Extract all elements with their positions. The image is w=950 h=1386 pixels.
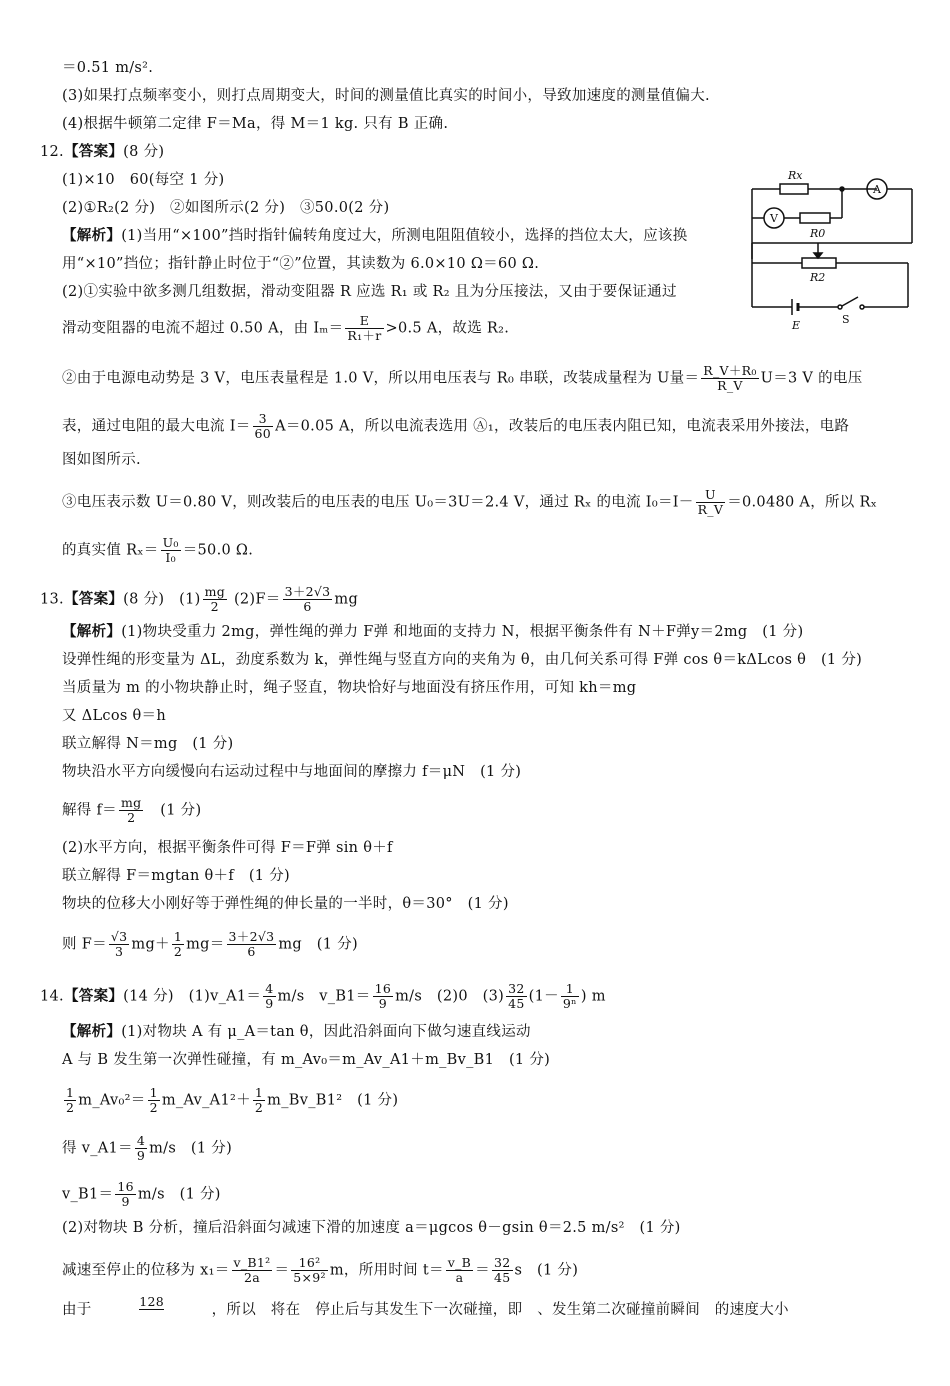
text: (1－ (528, 988, 559, 1005)
text: m/s (1 分) (149, 1140, 233, 1157)
label-r2: R2 (810, 271, 826, 284)
text-line (62, 1134, 232, 1163)
denominator: 9 (378, 996, 387, 1011)
text-line: 物块沿水平方向缓慢向右运动过程中与地面间的摩擦力 f＝μN (1 分) (62, 764, 522, 780)
text-line (62, 930, 358, 959)
fraction (227, 930, 277, 959)
score: (8 分) (123, 144, 165, 160)
fraction (232, 1256, 273, 1285)
denominator: 2 (127, 810, 136, 825)
numerator: 16² (291, 1256, 328, 1271)
text-line (62, 1022, 531, 1042)
fraction (148, 1086, 160, 1115)
fraction (492, 1256, 513, 1285)
fraction (64, 1086, 76, 1115)
label-a: A (873, 183, 881, 196)
numerator: mg (204, 584, 226, 599)
denominator: 60 (254, 426, 272, 441)
denominator: 3 (115, 944, 124, 959)
text-line: 图如图所示. (62, 452, 141, 468)
text: U＝3 V 的电压 (760, 370, 863, 387)
rheostat-r2 (802, 258, 836, 268)
denominator: 9ⁿ (562, 996, 577, 1011)
text: s (1 分) (514, 1262, 579, 1279)
denominator: 9 (265, 996, 274, 1011)
text-line: (2)水平方向，根据平衡条件可得 F＝F弹 sin θ＋f (62, 840, 393, 856)
text-line: 又 ΔLcos θ＝h (62, 708, 166, 724)
text-line: (2)对物块 B 分析，撞后沿斜面匀减速下滑的加速度 a＝μgcos θ－gsin θ＝2.5 m/s² (1 分) (62, 1220, 681, 1236)
text: 滑动变阻器的电流不超过 0.50 A，由 Iₘ＝ (62, 320, 344, 337)
text-line: 当质量为 m 的小物块静止时，绳子竖直，物块恰好与地面没有挤压作用，可知 kh＝mg (62, 680, 637, 696)
numerator: v_B1² (233, 1255, 271, 1270)
denominator: 6 (247, 944, 256, 959)
analysis-text: (1)物块受重力 2mg，弹性绳的弹力 F弹 和地面的支持力 N，根据平衡条件有 N＋F弹y＝2mg (1 分) (121, 624, 804, 640)
answer-label: 【答案】 (63, 590, 124, 608)
text: A＝0.05 A，所以电流表选用 Ⓐ₁，改装后的电压表内阻已知，电流表采用外接法，电路 (275, 418, 850, 435)
fraction (345, 314, 383, 343)
fraction (161, 536, 181, 565)
analysis-text: (1)对物块 A 有 μ_A＝tan θ，因此沿斜面向下做匀速直线运动 (121, 1024, 531, 1040)
denominator: R_V (697, 502, 724, 517)
score: (8 分) (1) (123, 591, 201, 608)
text-line (62, 412, 849, 441)
denominator: a (455, 1270, 464, 1285)
numerator: 16 (374, 981, 392, 996)
question-13-header (40, 585, 358, 614)
denominator: I₀ (165, 550, 176, 565)
text-line: (1)×10 60(每空 1 分) (62, 172, 225, 188)
circuit-diagram (742, 165, 922, 335)
text: 则 F＝ (62, 936, 107, 953)
text: (2)F＝ (233, 591, 281, 608)
numerator: 1 (66, 1085, 75, 1100)
text: ＝50.0 Ω. (182, 542, 254, 559)
numerator: U (696, 488, 726, 503)
text-line (62, 488, 877, 517)
text: m/s v_B1＝ (277, 988, 371, 1005)
text: m/s (1 分) (137, 1186, 221, 1203)
text-line (62, 1180, 221, 1209)
numerator: E (345, 314, 383, 329)
text-line (62, 622, 803, 642)
text-line: 设弹性绳的形变量为 ΔL，劲度系数为 k，弹性绳与竖直方向的夹角为 θ，由几何关系可得 F弹 cos θ＝kΔLcos θ (1 分) (62, 652, 863, 668)
numerator: v_B (447, 1255, 472, 1270)
fraction (119, 796, 143, 825)
switch-contact (860, 305, 864, 309)
answer-label: 【答案】 (63, 987, 124, 1005)
denominator: 9 (136, 1148, 146, 1163)
text: mg＝ (186, 936, 225, 953)
fraction (701, 364, 758, 393)
text: 得 v_A1＝ (62, 1140, 133, 1157)
text-line (62, 796, 201, 825)
fraction (203, 585, 227, 614)
text: >0.5 A，故选 R₂. (385, 320, 510, 337)
text-line: 联立解得 N＝mg (1 分) (62, 736, 234, 752)
text-line: 用“×10”挡位；指针静止时位于“②”位置，其读数为 6.0×10 Ω＝60 Ω. (62, 256, 540, 272)
fraction (561, 982, 579, 1011)
denominator: R_V (717, 378, 743, 393)
resistor-r0 (800, 213, 830, 223)
numerator: 1 (173, 929, 183, 944)
text-line: (2)①实验中欲多测几组数据，滑动变阻器 R 应选 R₁ 或 R₂ 且为分压接法，又由于要保证通过 (62, 284, 677, 300)
text-line (62, 364, 863, 393)
text-line: (4)根据牛顿第二定律 F＝Ma，得 M＝1 kg. 只有 B 正确. (62, 116, 449, 132)
analysis-label: 【解析】 (62, 227, 122, 244)
text: m_Av_A1²＋ (161, 1092, 251, 1109)
text-line (62, 1086, 398, 1115)
analysis-label: 【解析】 (62, 1023, 122, 1040)
text: mg＋ (131, 936, 170, 953)
numerator: mg (120, 795, 142, 810)
text-line (62, 226, 688, 246)
numerator: 1 (254, 1085, 264, 1100)
analysis-text: (1)当用“×100”挡时指针偏转角度过大，所测电阻阻值较小，选择的挡位太大，应该换 (121, 228, 688, 244)
question-number: 13. (40, 591, 64, 608)
text: ③电压表示数 U＝0.80 V，则改装后的电压表的电压 U₀＝3U＝2.4 V，通过 Rₓ 的电流 I₀＝I－ (62, 494, 694, 511)
text: mg (1 分) (278, 936, 358, 953)
fraction (253, 1086, 265, 1115)
text: ) m (580, 988, 606, 1005)
denominator: R₁＋r (347, 328, 382, 343)
text: ＝ (274, 1262, 290, 1279)
numerator: 1 (149, 1085, 158, 1100)
text: ＝ (475, 1262, 490, 1279)
numerator: 4 (265, 981, 274, 996)
analysis-label: 【解析】 (62, 623, 122, 640)
numerator: 3＋2√3 (228, 929, 275, 944)
fraction (109, 930, 130, 959)
text: 解得 f＝ (62, 802, 117, 819)
switch-blade (842, 297, 858, 306)
numerator: 3＋2√3 (284, 584, 331, 599)
denominator: 2 (173, 944, 183, 959)
text-line: (3)如果打点频率变小，则打点周期变大，时间的测量值比真实的时间小，导致加速度的测量值偏大. (62, 88, 710, 104)
label-v: V (770, 212, 778, 225)
numerator: √3 (110, 929, 128, 944)
denominator: 2 (149, 1100, 158, 1115)
numerator: 1 (561, 982, 579, 997)
fraction (291, 1256, 328, 1285)
numerator: 4 (136, 1133, 146, 1148)
text: v_B1＝ (62, 1186, 114, 1203)
fraction (253, 412, 274, 441)
score: (14 分) (1)v_A1＝ (123, 988, 262, 1005)
fraction (115, 1180, 136, 1209)
text: m，所用时间 t＝ (329, 1262, 444, 1279)
denominator: 2 (66, 1100, 75, 1115)
fraction (283, 585, 333, 614)
denominator: 45 (493, 1270, 511, 1285)
denominator: 6 (303, 599, 312, 614)
resistor-rx (780, 184, 808, 194)
fraction (506, 982, 527, 1011)
answer-label: 【答案】 (63, 143, 124, 160)
numerator: 32 (493, 1255, 511, 1270)
text: mg (334, 591, 359, 608)
text: ②由于电源电动势是 3 V，电压表量程是 1.0 V，所以用电压表与 R₀ 串联，改装成量程为 U量＝ (62, 370, 700, 387)
text: ＝0.0480 A，所以 Rₓ (727, 494, 878, 511)
denominator: 5×9² (293, 1270, 326, 1285)
fraction (373, 982, 394, 1011)
partial-fraction (92, 1294, 212, 1320)
numerator: R_V＋R₀ (703, 363, 757, 378)
question-number: 12. (40, 144, 64, 160)
label-s: S (842, 313, 850, 326)
numerator: 16 (117, 1179, 134, 1194)
question-number: 14. (40, 988, 64, 1005)
label-rx: Rx (788, 169, 803, 182)
text-line: (2)①R₂(2 分) ②如图所示(2 分) ③50.0(2 分) (62, 200, 390, 216)
denominator: 2 (254, 1100, 264, 1115)
question-12-header (40, 142, 164, 162)
text: 由于 (62, 1302, 92, 1318)
numerator: 128 (139, 1294, 164, 1309)
text-line: 物块的位移大小刚好等于弹性绳的伸长量的一半时，θ＝30° (1 分) (62, 896, 509, 912)
numerator: U₀ (162, 535, 179, 550)
fraction (135, 1134, 147, 1163)
text-line (62, 1256, 578, 1285)
text-line: A 与 B 发生第一次弹性碰撞，有 m_Av₀＝m_Av_A1＋m_Bv_B1 (1 分) (62, 1052, 551, 1068)
fraction (172, 930, 184, 959)
text: 减速至停止的位移为 x₁＝ (62, 1262, 230, 1279)
text-line: ＝0.51 m/s². (62, 60, 154, 76)
text: 表，通过电阻的最大电流 I＝ (62, 418, 251, 435)
text: (1 分) (160, 802, 202, 819)
denominator: 9 (121, 1194, 130, 1209)
text-line: 联立解得 F＝mgtan θ＋f (1 分) (62, 868, 290, 884)
text-line (62, 314, 509, 343)
numerator: 32 (508, 981, 525, 996)
text-line (62, 536, 253, 565)
fraction (696, 488, 726, 517)
switch-contact (838, 305, 842, 309)
numerator: 3 (253, 412, 274, 427)
fraction (263, 982, 275, 1011)
text: m_Bv_B1² (1 分) (267, 1092, 399, 1109)
question-14-header (40, 982, 606, 1011)
denominator: 45 (508, 996, 525, 1011)
label-e: E (792, 319, 801, 332)
denominator: 2a (243, 1270, 260, 1285)
fraction (446, 1256, 473, 1285)
label-r0: R0 (810, 227, 826, 240)
text: ，所以 将在 停止后与其发生下一次碰撞，即 、发生第二次碰撞前瞬间 的速度大小 (211, 1302, 789, 1318)
text: m_Av₀²＝ (78, 1092, 146, 1109)
text-line (62, 1294, 789, 1320)
denominator: 2 (210, 599, 219, 614)
text: m/s (2)0 (3) (395, 988, 505, 1005)
text: 的真实值 Rₓ＝ (62, 542, 159, 559)
